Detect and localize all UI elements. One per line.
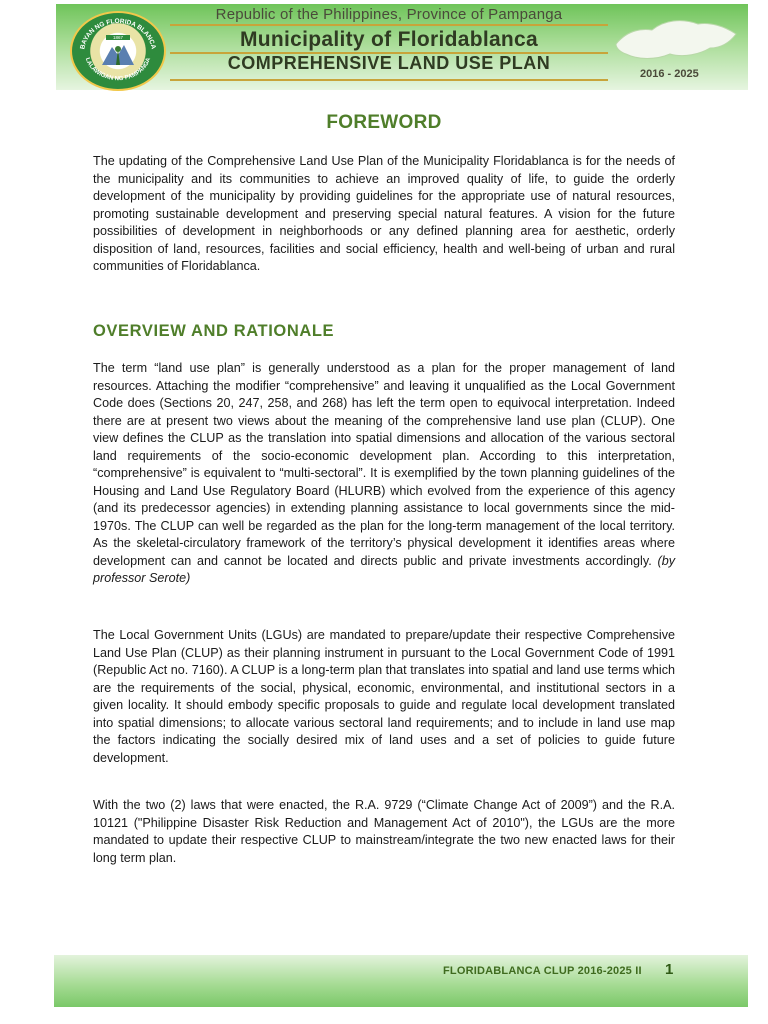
footer-text: FLORIDABLANCA CLUP 2016-2025 II bbox=[443, 965, 642, 977]
seal-emblem-icon bbox=[72, 13, 164, 89]
overview-title: OVERVIEW AND RATIONALE bbox=[93, 322, 335, 340]
header-divider-top bbox=[170, 24, 608, 26]
header-republic-line: Republic of the Philippines, Province of Pampanga bbox=[215, 6, 563, 23]
overview-paragraph-1 bbox=[93, 360, 675, 588]
overview-paragraph-1-text: The term “land use plan” is generally understood as a plan for the proper management of land resources. Attaching the modifier “comprehensive” and leaving it unqualified as the Local Government Code does (Sections 20, 247, 258, and 268) has left the term open to equivocal interpretation. Indeed there are at present two views about the meaning of the comprehensive land use plan (CLUP). One view defines the CLUP as the translation into spatial dimensions and allocation of the various sectoral land requirements of the socio-economic development plan. According to this interpretation, “comprehensive” is equivalent to “multi-sectoral”. It is exemplified by the town planning guidelines of the Housing and Land Use Regulatory Board (HLURB) which evolved from the experience of this agency (and its predecessor agencies) in extending planning assistance to local governments since the mid-1970s. The CLUP can well be regarded as the plan for the long-term management of the local territory. As the skeletal-circulatory framework of the territory’s physical development it identifies areas where development can and cannot be located and directs public and private investments accordingly. bbox=[93, 361, 675, 568]
header-municipality-title: Municipality of Floridablanca bbox=[239, 28, 539, 51]
plan-years: 2016 - 2025 bbox=[640, 68, 699, 80]
overview-citation: (by professor Serote) bbox=[93, 553, 675, 585]
foreword-paragraph: The updating of the Comprehensive Land Use Plan of the Municipality Floridablanca is for the needs of the municipality and its communities to achieve an improved quality of life, to guide the orderly development of the municipality by providing guidelines for the appropriate use of natural resources, promoting sustainable development and preserving special natural features. A vision for the future possibilities of development in neighborhoods or any defined planning area for aesthetic, orderly disposition of land, resources, facilities and social efficiency, health and well-being of urban and rural communities of Floridablanca. bbox=[93, 154, 675, 273]
overview-paragraph-3: With the two (2) laws that were enacted, the R.A. 9729 (“Climate Change Act of 2009”) and the R.A. 10121 ("Philippine Disaster Risk Reduction and Management Act of 2010"), the LGUs are the more mandated to update their respective CLUP to mainstream/integrate the two new enacted laws for their long term plan. bbox=[93, 798, 675, 865]
overview-paragraph-2: The Local Government Units (LGUs) are mandated to prepare/update their respective Comprehensive Land Use Plan (CLUP) as their planning instrument in pursuant to the Local Government Code of 1991 (Republic Act no. 7160). A CLUP is a long-term plan that translates into spatial and land use terms which are the requirements of the social, physical, economic, environmental, and institutional sectors in a given locality. It should embody specific proposals to guide and regulate local development translated into spatial dimensions; to allocate various sectoral land requirements; and to include in land use map the factors indicating the socially desired mix of land uses and a set of policies to guide future development. bbox=[93, 628, 675, 765]
municipal-seal bbox=[70, 11, 166, 91]
seal-bottom-text: LALAWIGAN NG PAMPANGA bbox=[83, 57, 153, 83]
page-number: 1 bbox=[665, 961, 674, 978]
seal-top-text: BAYAN NG FLORIDA BLANCA bbox=[79, 17, 157, 50]
footer-band bbox=[54, 955, 748, 1007]
seal-year: 1867 bbox=[112, 35, 124, 40]
header-plan-title: COMPREHENSIVE LAND USE PLAN bbox=[227, 53, 551, 73]
municipality-map-icon bbox=[612, 14, 742, 66]
header-divider-bottom bbox=[170, 79, 608, 81]
foreword-title: FOREWORD bbox=[326, 112, 442, 133]
